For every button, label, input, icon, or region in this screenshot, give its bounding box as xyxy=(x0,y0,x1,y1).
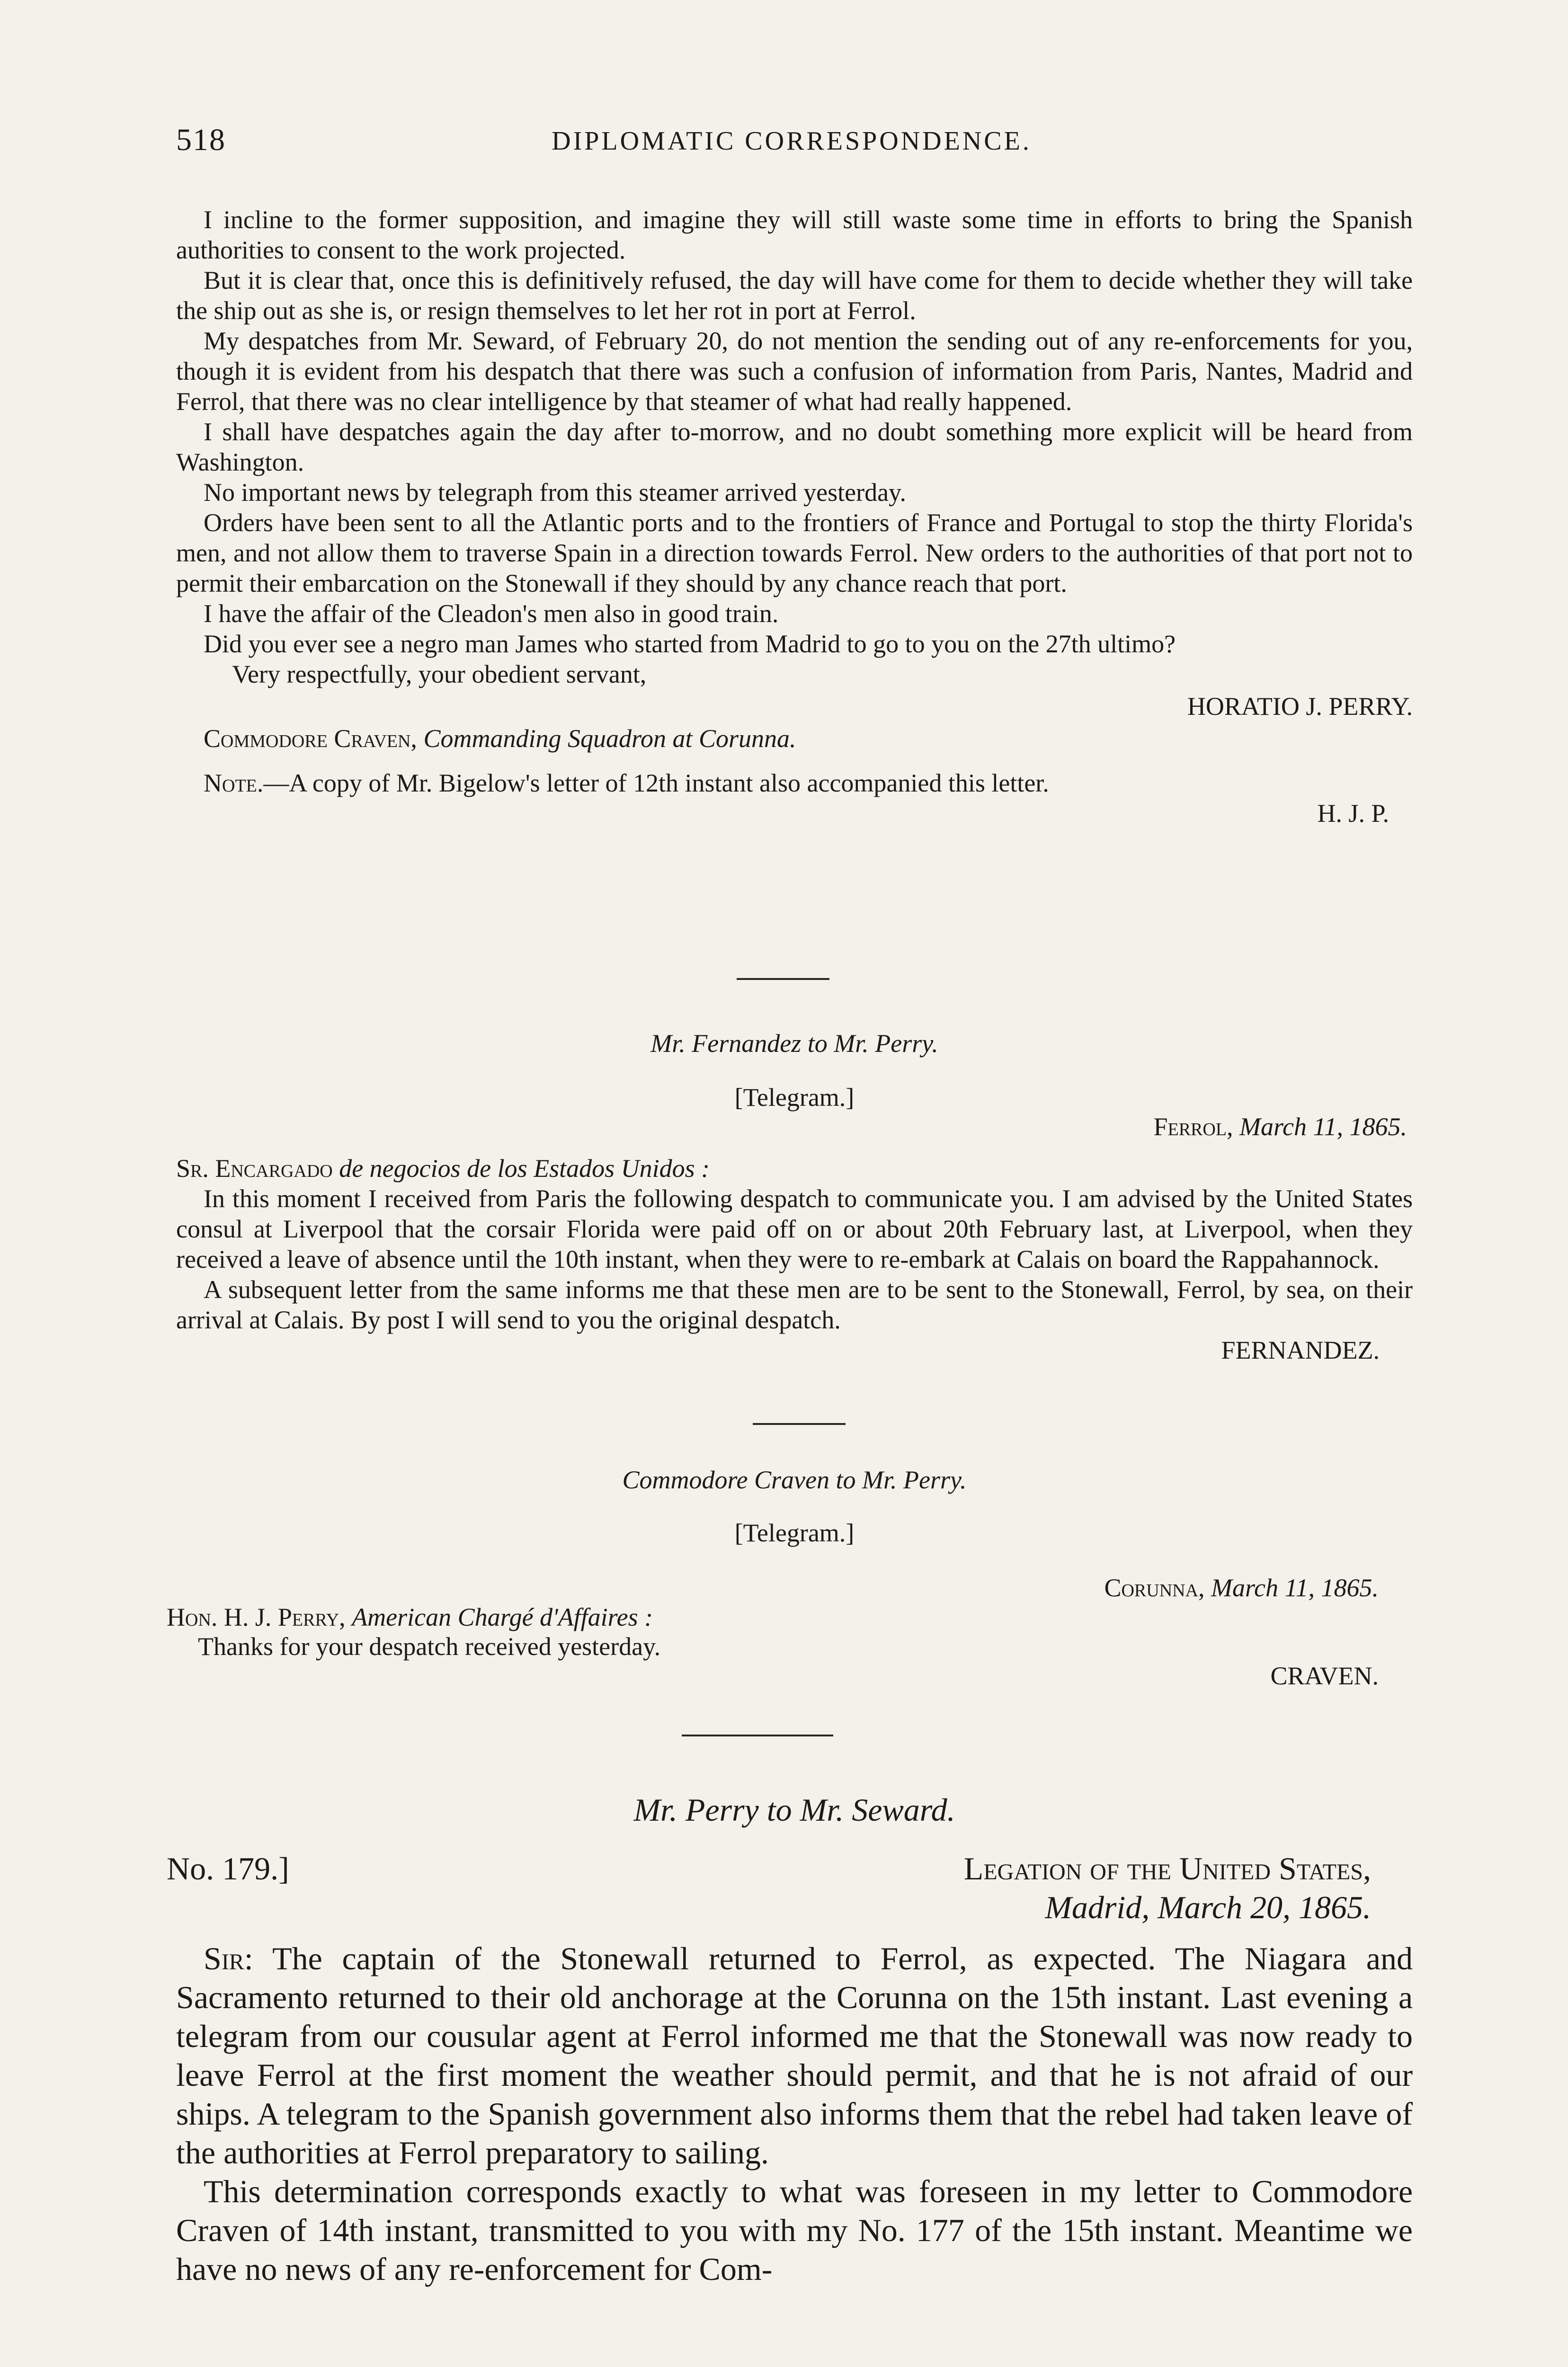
paragraph: I shall have despatches again the day after to-morrow, and no doubt something more explicit will be heard from Washington. xyxy=(176,418,1413,476)
telegram-label: [Telegram.] xyxy=(734,1083,855,1112)
date-month: March 11, 1865. xyxy=(1239,1112,1407,1141)
telegram-label: [Telegram.] xyxy=(734,1519,855,1547)
paragraph: My despatches from Mr. Seward, of February 20, do not mention the sending out of any re-enforcements for you, though it is evident from his despatch that there was such a confusion of information from Paris, Nantes, Madrid and Ferrol, that there was no clear intelligence by that steamer of what had really happened. xyxy=(176,327,1413,416)
section-divider xyxy=(753,1423,846,1425)
note-initials: H. J. P. xyxy=(1317,799,1389,828)
date-month: March 20, 1865. xyxy=(1158,1889,1371,1925)
salutation xyxy=(176,1153,1413,1184)
salutation: Sir xyxy=(204,1940,244,1976)
salutation xyxy=(167,1602,653,1632)
salutation-text: de negocios de los Estados Unidos : xyxy=(339,1154,710,1183)
salutation-title: Hon. H. J. Perry, xyxy=(167,1603,346,1631)
paragraph: Orders have been sent to all the Atlantic ports and to the frontiers of France and Portugal to stop the thirty Florida's men, and not allow them to traverse Spain in a direction towards Ferrol. New orders to the authorities of that port not to permit their embarcation on the Stonewall if they should by any chance reach that port. xyxy=(176,508,1413,597)
dateline xyxy=(1104,1573,1379,1603)
paragraph-text: : The captain of the Stonewall returned to Ferrol, as expected. The Niagara and Sacramento returned to their old anchorage at the Corunna on the 15th instant. Last evening a telegram from our cousular agent at Ferrol informed me that the Stonewall was now ready to leave Ferrol at the first moment the weather should permit, and that he is not afraid of our ships. A telegram to the Spanish government also informs them that the rebel had taken leave of the authorities at Ferrol preparatory to sailing. xyxy=(176,1940,1413,2171)
salutation-text: American Chargé d'Affaires : xyxy=(352,1603,653,1631)
paragraph: In this moment I received from Paris the following despatch to communicate you. I am advised by the United States consul at Liverpool that the corsair Florida were paid off on or about 20th February last, at Liverpool, when they received a leave of absence until the 10th instant, when they were to re-embark at Calais on board the Rappahannock. xyxy=(176,1184,1413,1273)
signature: CRAVEN. xyxy=(1270,1662,1379,1690)
closing: Very respectfully, your obedient servant, xyxy=(232,660,647,688)
date-month: March 11, 1865. xyxy=(1211,1574,1379,1602)
section-divider xyxy=(737,978,829,980)
letter-fernandez-to-perry xyxy=(176,1153,1413,1365)
paragraph: A subsequent letter from the same informs me that these men are to be sent to the Stonewall, Ferrol, by sea, on their arrival at Calais. By post I will send to you the original despatch. xyxy=(176,1275,1413,1334)
telegram-body: Thanks for your despatch received yesterday. xyxy=(198,1632,661,1661)
dateline xyxy=(1153,1112,1407,1142)
running-head: DIPLOMATIC CORRESPONDENCE. xyxy=(552,126,1032,156)
letter-heading: Mr. Perry to Mr. Seward. xyxy=(633,1792,955,1828)
paragraph: No important news by telegraph from this steamer arrived yesterday. xyxy=(204,478,907,507)
paragraph: This determination corresponds exactly to what was foreseen in my letter to Commodore Craven of 14th instant, transmitted to you with my No. 177 of the 15th instant. Meantime we have no news of any re-enforcement for Com- xyxy=(176,2173,1413,2287)
place: Ferrol, xyxy=(1153,1112,1233,1141)
letter-perry-to-craven xyxy=(176,205,1413,828)
note-label: Note. xyxy=(204,769,264,797)
salutation-title: Sr. Encargado xyxy=(176,1154,333,1183)
addressee-title: Commanding Squadron at Corunna. xyxy=(423,724,796,753)
section-divider xyxy=(682,1735,833,1736)
paragraph: But it is clear that, once this is definitively refused, the day will have come for them to decide whether they will take the ship out as she is, or resign themselves to let her rot in port at Ferrol. xyxy=(176,266,1413,325)
note-text: —A copy of Mr. Bigelow's letter of 12th instant also accompanied this letter. xyxy=(263,769,1049,797)
letter-perry-to-seward xyxy=(176,1939,1413,2288)
page-number: 518 xyxy=(176,123,226,157)
paragraph: I incline to the former supposition, and imagine they will still waste some time in efforts to bring the Spanish authorities to consent to the work projected. xyxy=(176,205,1413,264)
paragraph: Did you ever see a negro man James who started from Madrid to go to you on the 27th ultimo? xyxy=(204,630,1176,658)
note xyxy=(176,768,1413,798)
legation: Legation of the United States, xyxy=(963,1851,1371,1886)
dateline xyxy=(1045,1888,1371,1927)
place: Madrid, xyxy=(1045,1889,1150,1925)
letter-heading: Commodore Craven to Mr. Perry. xyxy=(622,1466,967,1494)
signature: HORATIO J. PERRY. xyxy=(1187,692,1413,721)
addressee xyxy=(176,723,1413,754)
paragraph: I have the affair of the Cleadon's men also in good train. xyxy=(204,599,779,628)
despatch-number: No. 179.] xyxy=(167,1851,289,1886)
addressee-name: Commodore Craven, xyxy=(204,724,417,753)
place: Corunna, xyxy=(1104,1574,1205,1602)
paragraph xyxy=(176,1939,1413,2172)
letter-heading: Mr. Fernandez to Mr. Perry. xyxy=(650,1029,938,1058)
signature: FERNANDEZ. xyxy=(1221,1336,1380,1364)
page-header xyxy=(176,122,1407,165)
